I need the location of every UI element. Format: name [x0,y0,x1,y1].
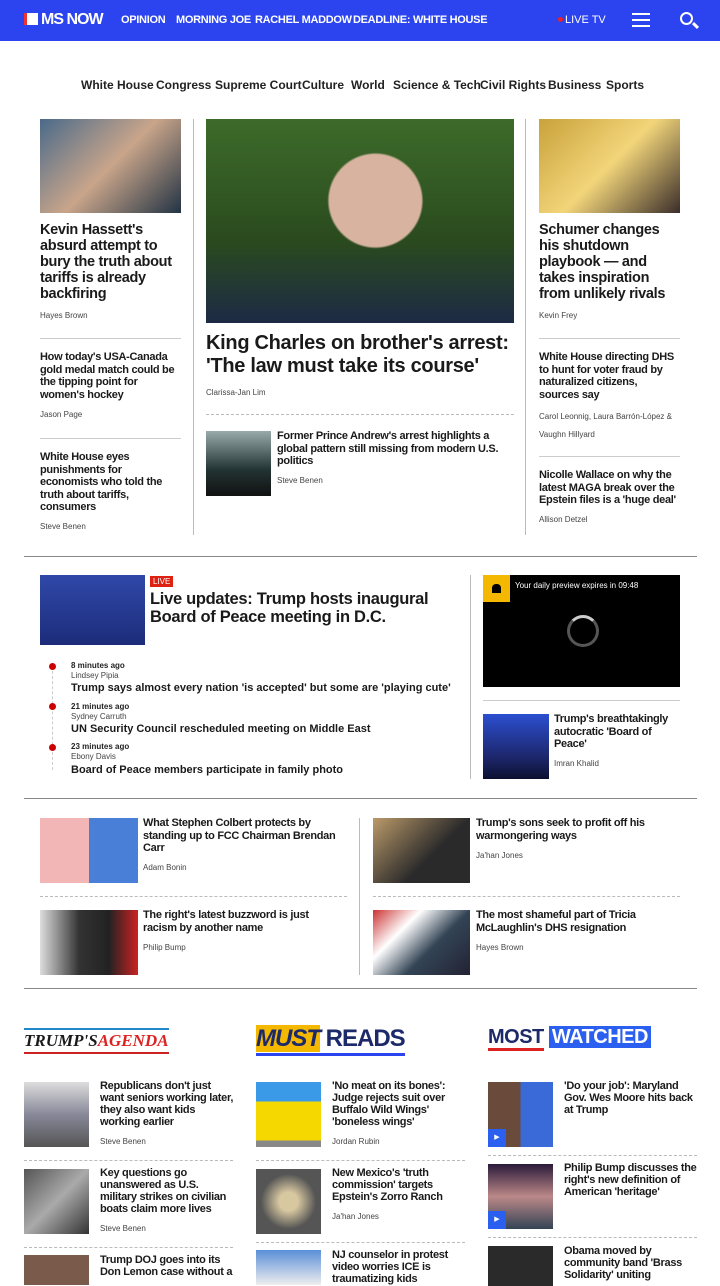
category-world[interactable]: World [351,78,385,92]
lead-author: Clarissa-Jan Lim [206,388,266,397]
lead-headline[interactable]: King Charles on brother's arrest: 'The law must take its course' [206,332,509,377]
menu-icon[interactable] [632,13,650,27]
story-headline[interactable]: Key questions go unanswered as U.S. military strikes on civilian boats claim more lives [100,1167,227,1215]
loading-spinner-icon [567,615,599,647]
story-headline[interactable]: Trump's sons seek to profit off his warmongering ways [476,817,645,842]
story-image[interactable] [40,818,138,883]
story-author: Steve Benen [100,1224,146,1233]
update-text[interactable]: Board of Peace members participate in family photo [71,764,344,776]
live-dot-icon [558,17,563,22]
story-headline[interactable]: Philip Bump discusses the right's new definition of American 'heritage' [564,1162,697,1198]
story-image[interactable] [483,714,549,779]
must-reads-header [256,1025,405,1056]
category-civil-rights[interactable]: Civil Rights [480,78,547,92]
nav-deadline[interactable]: DEADLINE: WHITE HOUSE [353,14,488,26]
story-image[interactable] [256,1169,321,1234]
story-headline[interactable]: The most shameful part of Tricia McLaughlin's DHS resignation [476,909,636,934]
story-author: Allison Detzel [539,515,588,524]
video-thumbnail[interactable] [488,1164,553,1229]
section-title-accent: READS [325,1025,405,1052]
story-author: Philip Bump [143,943,186,952]
category-business[interactable]: Business [548,78,602,92]
category-sports[interactable]: Sports [606,78,645,92]
story-image[interactable] [24,1082,89,1147]
story-author: Jordan Rubin [332,1137,380,1146]
category-science-tech[interactable]: Science & Tech [393,78,481,92]
nav-morning-joe[interactable]: MORNING JOE [176,14,251,26]
story-image[interactable] [24,1169,89,1234]
story-image[interactable] [206,431,271,496]
section-title: MOST [488,1026,544,1051]
story-headline[interactable]: NJ counselor in protest video worries ICE is traumatizing kids [332,1249,448,1285]
story-headline[interactable]: The right's latest buzzword is just racism by another name [143,909,309,934]
story-author: Kevin Frey [539,311,578,320]
video-thumbnail[interactable] [488,1082,553,1147]
lead-story-image[interactable] [206,119,514,323]
story-image[interactable] [373,818,470,883]
story-headline[interactable]: How today's USA-Canada gold medal match could be the tipping point for women's hockey [40,351,175,401]
section-title: TRUMP'S [24,1031,98,1050]
story-headline[interactable]: White House eyes punishments for economists who told the truth about tariffs, consumers [40,451,163,513]
story-author: Ja'han Jones [332,1212,379,1221]
live-badge: LIVE [150,576,173,587]
story-headline[interactable]: 'No meat on its bones': Judge rejects suit over Buffalo Wild Wings' 'boneless wings' [332,1080,446,1128]
story-headline[interactable]: Former Prince Andrew's arrest highlights a global pattern still missing from modern U.S. politics [277,430,499,467]
update-time: 23 minutes ago [71,742,130,751]
story-headline[interactable]: What Stephen Colbert protects by standing up to FCC Chairman Brendan Carr [143,817,336,854]
top-header [0,0,720,41]
play-icon[interactable]: ▶ [488,1211,506,1229]
story-headline[interactable]: Obama moved by community band 'Brass Solidarity' uniting [564,1245,682,1281]
story-headline[interactable]: Schumer changes his shutdown playbook — and takes inspiration from unlikely rivals [539,222,666,302]
video-player[interactable] [483,575,680,687]
live-story-image[interactable] [40,575,145,645]
story-author: Steve Benen [277,476,323,485]
story-headline[interactable]: New Mexico's 'truth commission' targets Epstein's Zorro Ranch [332,1167,443,1203]
story-image[interactable] [373,910,470,975]
video-thumbnail[interactable] [488,1246,553,1286]
story-image[interactable] [40,119,181,213]
story-headline[interactable]: Trump's breathtakingly autocratic 'Board of Peace' [554,713,668,750]
story-author: Carol Leonnig, Laura Barrón-López & Vaughn Hillyard [539,412,672,439]
play-icon[interactable]: ▶ [488,1129,506,1147]
story-image[interactable] [24,1255,89,1285]
story-headline[interactable]: Nicolle Wallace on why the latest MAGA break over the Epstein files is a 'huge deal' [539,469,676,506]
category-white-house[interactable]: White House [81,78,154,92]
update-author: Sydney Carruth [71,712,127,721]
story-author: Steve Benen [40,522,86,531]
story-headline[interactable]: 'Do your job': Maryland Gov. Wes Moore hits back at Trump [564,1080,693,1116]
msnow-logo[interactable] [24,11,103,29]
story-author: Ja'han Jones [476,851,523,860]
story-author: Steve Benen [100,1137,146,1146]
category-culture[interactable]: Culture [302,78,344,92]
update-text[interactable]: UN Security Council rescheduled meeting on Middle East [71,723,371,735]
search-icon[interactable] [680,12,693,25]
story-author: Hayes Brown [40,311,88,320]
update-text[interactable]: Trump says almost every nation 'is accepted' but some are 'playing cute' [71,682,451,694]
update-author: Ebony Davis [71,752,116,761]
category-congress[interactable]: Congress [156,78,212,92]
nav-rachel-maddow[interactable]: RACHEL MADDOW [255,14,352,26]
story-image[interactable] [256,1082,321,1147]
category-supreme-court[interactable]: Supreme Court [215,78,302,92]
lock-icon [483,575,510,602]
logo-text: MS NOW [41,11,103,28]
story-author: Adam Bonin [143,863,187,872]
story-image[interactable] [539,119,680,213]
live-tv-link[interactable] [558,14,606,26]
story-author: Imran Khalid [554,759,599,768]
story-image[interactable] [40,910,138,975]
story-author: Hayes Brown [476,943,524,952]
story-headline[interactable]: Republicans don't just want seniors working later, they also want kids working earlier [100,1080,234,1128]
most-watched-header [488,1026,651,1049]
nav-opinion[interactable]: OPINION [121,14,166,26]
story-headline[interactable]: Trump DOJ goes into its Don Lemon case without a [100,1254,233,1278]
story-headline[interactable]: White House directing DHS to hunt for voter fraud by naturalized citizens, sources say [539,351,674,401]
preview-notice: Your daily preview expires in 09:48 [515,581,639,590]
story-author: Jason Page [40,410,83,419]
live-tv-label: LIVE TV [565,14,606,26]
live-headline[interactable]: Live updates: Trump hosts inaugural Board of Peace meeting in D.C. [150,590,429,626]
section-title-accent: WATCHED [549,1026,651,1048]
update-author: Lindsey Pipia [71,671,119,680]
update-time: 21 minutes ago [71,702,130,711]
section-title-accent: AGENDA [97,1031,169,1050]
section-title: MUST [256,1025,320,1052]
trumps-agenda-header [24,1028,169,1054]
update-time: 8 minutes ago [71,661,125,670]
story-headline[interactable]: Kevin Hassett's absurd attempt to bury the truth about tariffs is already backfiring [40,222,172,302]
